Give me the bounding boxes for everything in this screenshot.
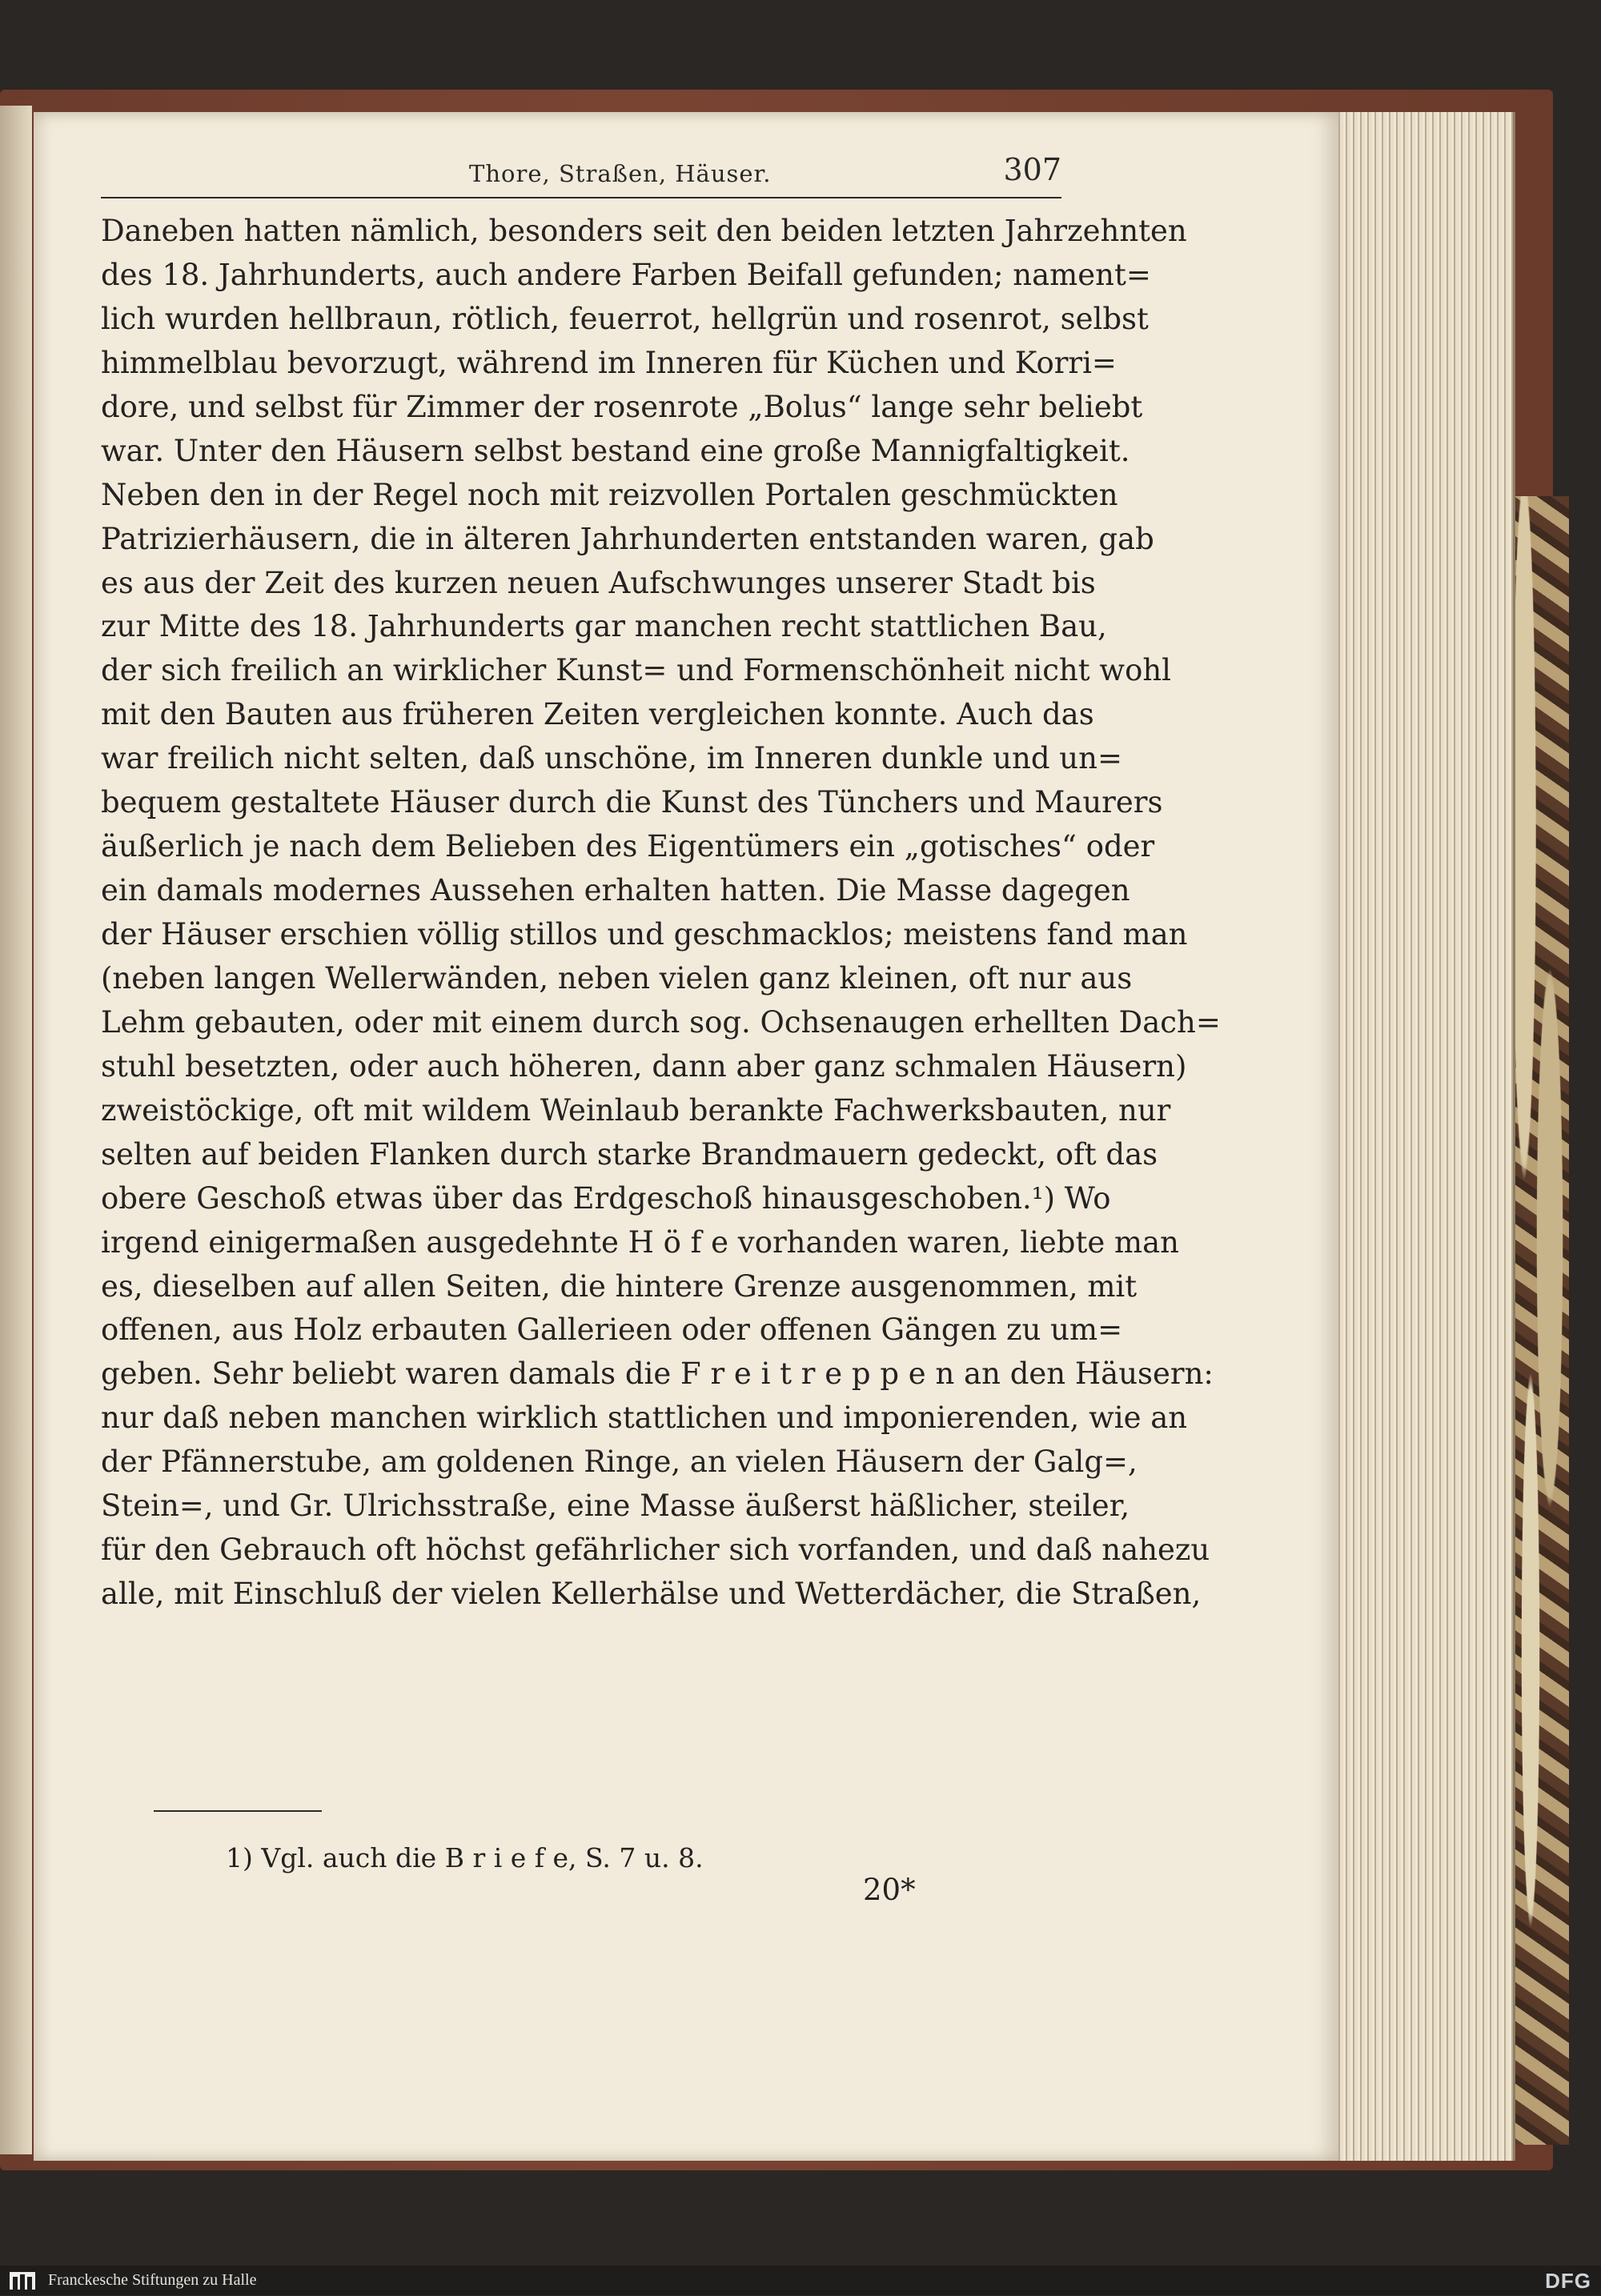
institution-name: Franckesche Stiftungen zu Halle: [48, 2271, 257, 2289]
dfg-logo: DFG: [1545, 2269, 1591, 2293]
page-header: [101, 152, 1061, 198]
text-line: es aus der Zeit des kurzen neuen Aufschwunges unserer Stadt bis: [101, 565, 1096, 600]
text-line: der Pfännerstube, am goldenen Ringe, an vielen Häusern der Galg=,: [101, 1445, 1138, 1480]
text-line: selten auf beiden Flanken durch starke Brandmauern gedeckt, oft das: [101, 1136, 1158, 1172]
text-line: Stein=, und Gr. Ulrichsstraße, eine Masse äußerst häßlicher, steiler,: [101, 1489, 1130, 1524]
text-line: Daneben hatten nämlich, besonders seit den beiden letzten Jahrzehnten: [101, 214, 1187, 248]
text-line: war freilich nicht selten, daß unschöne, im Inneren dunkle und un=: [101, 741, 1122, 776]
text-line: (neben langen Wellerwänden, neben vielen ganz kleinen, oft nur aus: [101, 960, 1133, 996]
text-line: himmelblau bevorzugt, während im Inneren für Küchen und Korri=: [101, 345, 1117, 380]
text-line: mit den Bauten aus früheren Zeiten vergleichen konnte. Auch das: [101, 697, 1094, 732]
text-line: der sich freilich an wirklicher Kunst= und Formenschönheit nicht wohl: [101, 653, 1172, 688]
text-line: offenen, aus Holz erbauten Gallerieen oder offenen Gängen zu um=: [101, 1312, 1123, 1348]
footer-bar: [0, 2266, 1601, 2295]
left-page-edge: [0, 106, 32, 2154]
text-line: Patrizierhäusern, die in älteren Jahrhunderten entstanden waren, gab: [101, 521, 1154, 556]
body-text: [101, 210, 1221, 1617]
text-line: bequem gestaltete Häuser durch die Kunst des Tünchers und Maurers: [101, 785, 1163, 820]
text-line: für den Gebrauch oft höchst gefährlicher sich vorfanden, und daß nahezu: [101, 1533, 1210, 1568]
page-number: 307: [1003, 152, 1061, 187]
text-line: der Häuser erschien völlig stillos und geschmacklos; meistens fand man: [101, 917, 1188, 952]
text-line: obere Geschoß etwas über das Erdgeschoß hinausgeschoben.¹) Wo: [101, 1180, 1111, 1216]
text-line: stuhl besetzten, oder auch höheren, dann aber ganz schmalen Häusern): [101, 1048, 1187, 1084]
text-line: Lehm gebauten, oder mit einem durch sog. Ochsenaugen erhellten Dach=: [101, 1004, 1221, 1040]
text-line: zur Mitte des 18. Jahrhunderts gar manchen recht stattlichen Bau,: [101, 609, 1107, 644]
text-line: zweistöckige, oft mit wildem Weinlaub berankte Fachwerksbauten, nur: [101, 1092, 1171, 1128]
page-stack-edges: [1329, 112, 1515, 2161]
text-line: es, dieselben auf allen Seiten, die hintere Grenze ausgenommen, mit: [101, 1268, 1138, 1304]
text-line: dore, und selbst für Zimmer der rosenrote „Bolus“ lange sehr beliebt: [101, 389, 1143, 424]
text-line: äußerlich je nach dem Belieben des Eigentümers ein „gotisches“ oder: [101, 829, 1155, 864]
footnote: 1) Vgl. auch die B r i e f e, S. 7 u. 8.: [226, 1842, 704, 1873]
running-title: Thore, Straßen, Häuser.: [469, 160, 772, 187]
text-line: irgend einigermaßen ausgedehnte H ö f e vorhanden waren, liebte man: [101, 1224, 1179, 1260]
footnote-divider: [154, 1810, 322, 1812]
text-line: geben. Sehr beliebt waren damals die F r e i t r e p p e n an den Häusern:: [101, 1356, 1214, 1392]
printer-signature: 20*: [863, 1873, 916, 1907]
text-line: lich wurden hellbraun, rötlich, feuerrot, hellgrün und rosenrot, selbst: [101, 301, 1149, 336]
text-line: ein damals modernes Aussehen erhalten hatten. Die Masse dagegen: [101, 873, 1130, 908]
institution-logo-icon: [6, 2269, 38, 2293]
text-line: Neben den in der Regel noch mit reizvollen Portalen geschmückten: [101, 477, 1118, 512]
text-line: alle, mit Einschluß der vielen Kellerhälse und Wetterdächer, die Straßen,: [101, 1577, 1202, 1612]
text-line: des 18. Jahrhunderts, auch andere Farben Beifall gefunden; nament=: [101, 257, 1151, 292]
text-line: war. Unter den Häusern selbst bestand eine große Mannigfaltigkeit.: [101, 433, 1130, 468]
text-line: nur daß neben manchen wirklich stattlichen und imponierenden, wie an: [101, 1400, 1188, 1436]
